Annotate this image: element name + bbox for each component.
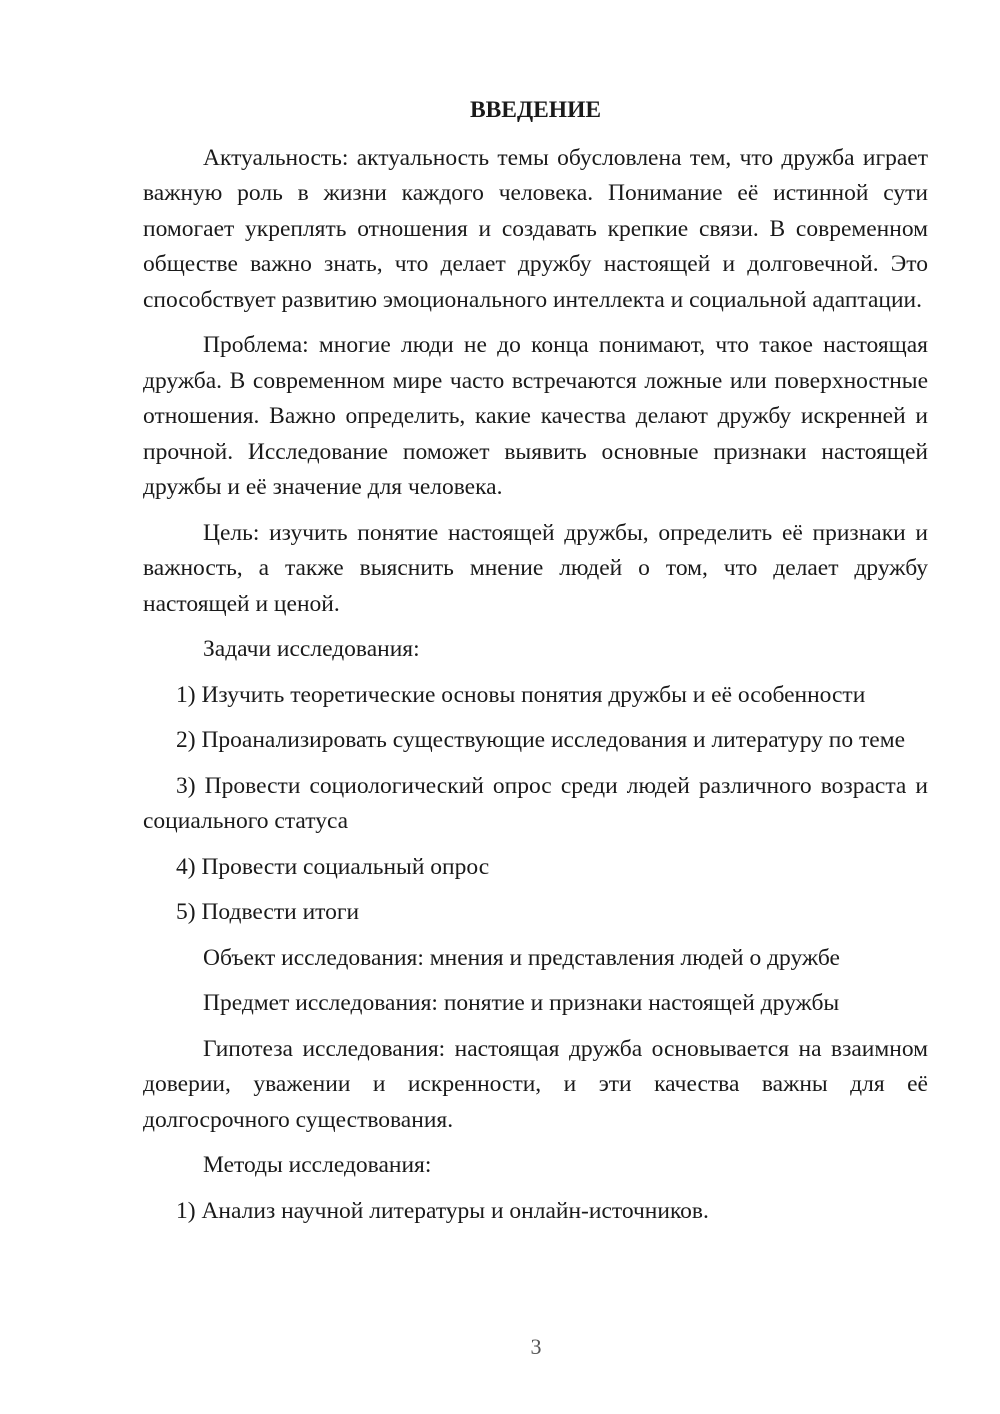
paragraph-problem: Проблема: многие люди не до конца понимают, что такое настоящая дружба. В современном мире часто встречаются ложные или поверхностные отношения. Важно определить, какие качества делают дружбу искренней и прочной. Исследование поможет выявить основные признаки настоящей дружбы и её значение для человека. <box>143 332 928 500</box>
task-item-5: 5) Подвести итоги <box>176 899 360 925</box>
research-object: Объект исследования: мнения и представления людей о дружбе <box>203 944 840 971</box>
research-subject: Предмет исследования: понятие и признаки настоящей дружбы <box>203 990 840 1016</box>
tasks-heading: Задачи исследования: <box>203 636 420 662</box>
task-item-4: 4) Провести социальный опрос <box>176 853 490 880</box>
research-hypothesis: Гипотеза исследования: настоящая дружба основывается на взаимном доверии, уважении и искренности, и эти качества важны для её долгосрочного существования. <box>143 1035 928 1133</box>
section-title: ВВЕДЕНИЕ <box>469 97 602 123</box>
methods-heading: Методы исследования: <box>203 1152 432 1178</box>
method-item-1: 1) Анализ научной литературы и онлайн-источников. <box>176 1197 709 1224</box>
task-item-2: 2) Проанализировать существующие исследования и литературу по теме <box>176 727 906 753</box>
paragraph-relevance: Актуальность: актуальность темы обусловлена тем, что дружба играет важную роль в жизни каждого человека. Понимание её истинной сути помогает укреплять отношения и создавать крепкие связи. В современном обществе важно знать, что делает дружбу настоящей и долговечной. Это способствует развитию эмоционального интеллекта и социальной адаптации. <box>143 144 928 313</box>
task-item-3: 3) Провести социологический опрос среди людей различного возраста и социального статуса <box>143 772 928 834</box>
page-number: 3 <box>530 1334 542 1359</box>
task-item-1: 1) Изучить теоретические основы понятия дружбы и её особенности <box>176 681 866 708</box>
paragraph-goal: Цель: изучить понятие настоящей дружбы, определить её признаки и важность, а также выяснить мнение людей о том, что делает дружбу настоящей и ценой. <box>143 519 928 617</box>
page-content <box>143 93 928 1239</box>
